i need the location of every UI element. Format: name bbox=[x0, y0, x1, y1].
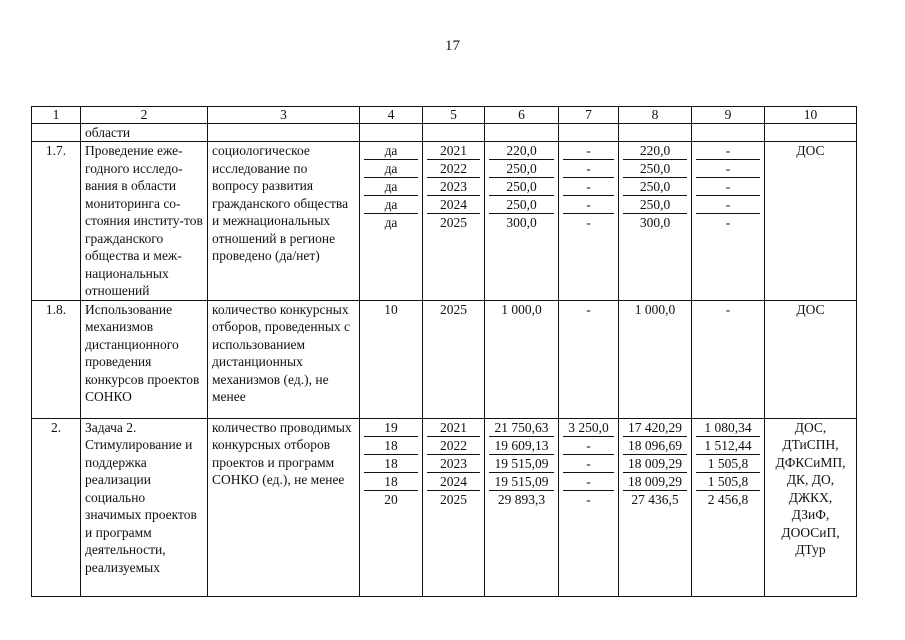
header-cell: 10 bbox=[765, 107, 857, 124]
col7-values: - - - - - bbox=[559, 142, 619, 301]
header-cell: 7 bbox=[559, 107, 619, 124]
continuation-text: области bbox=[81, 124, 208, 142]
col9-values: - - - - - bbox=[692, 142, 765, 301]
col9-values: 1 080,34 1 512,44 1 505,8 1 505,8 2 456,8 bbox=[692, 418, 765, 596]
header-cell: 3 bbox=[208, 107, 360, 124]
header-cell: 6 bbox=[485, 107, 559, 124]
col4-values: 10 bbox=[360, 300, 423, 418]
col4-values: 19 18 18 18 20 bbox=[360, 418, 423, 596]
row-number: 1.7. bbox=[32, 142, 81, 301]
activity-name: Проведение еже-годного исследо-вания в области мониторинга со-стояния институ-тов гражданского общества и меж-национальных отношений bbox=[81, 142, 208, 301]
table-row bbox=[32, 300, 857, 418]
page-number: 17 bbox=[445, 38, 460, 54]
year-values: 2021 2022 2023 2024 2025 bbox=[423, 418, 485, 596]
executor: ДОС, ДТиСПН, ДФКСиМП, ДК, ДО, ДЖКХ, ДЗиФ, ДООСиП, ДТур bbox=[765, 418, 857, 596]
executor: ДОС bbox=[765, 142, 857, 301]
col7-values: - bbox=[559, 300, 619, 418]
header-row bbox=[32, 107, 857, 124]
col8-values: 220,0 250,0 250,0 250,0 300,0 bbox=[619, 142, 692, 301]
year-values: 2025 bbox=[423, 300, 485, 418]
indicator-text: социологическое исследование по вопросу развития гражданского общества и межнациональных отношений в регионе проведено (да/нет) bbox=[208, 142, 360, 301]
year-values: 2021 2022 2023 2024 2025 bbox=[423, 142, 485, 301]
header-cell: 1 bbox=[32, 107, 81, 124]
total-values: 1 000,0 bbox=[485, 300, 559, 418]
indicator-text: количество конкурсных отборов, проведенных с использованием дистанционных механизмов (ед.), не менее bbox=[208, 300, 360, 418]
col4-values: да да да да да bbox=[360, 142, 423, 301]
table-row bbox=[32, 418, 857, 596]
table-row bbox=[32, 142, 857, 301]
header-cell: 8 bbox=[619, 107, 692, 124]
header-cell: 5 bbox=[423, 107, 485, 124]
executor: ДОС bbox=[765, 300, 857, 418]
row-number: 1.8. bbox=[32, 300, 81, 418]
total-values: 21 750,63 19 609,13 19 515,09 19 515,09 29 893,3 bbox=[485, 418, 559, 596]
col9-values: - bbox=[692, 300, 765, 418]
col8-values: 1 000,0 bbox=[619, 300, 692, 418]
continuation-row bbox=[32, 124, 857, 142]
header-cell: 2 bbox=[81, 107, 208, 124]
header-cell: 4 bbox=[360, 107, 423, 124]
col8-values: 17 420,29 18 096,69 18 009,29 18 009,29 27 436,5 bbox=[619, 418, 692, 596]
col7-values: 3 250,0 - - - - bbox=[559, 418, 619, 596]
indicator-text: количество проводимых конкурсных отборов проектов и программ СОНКО (ед.), не менее bbox=[208, 418, 360, 596]
activity-name: Задача 2. Стимулирование и поддержка реализации социально значимых проектов и программ деятельности, реализуемых bbox=[81, 418, 208, 596]
program-table bbox=[31, 106, 857, 597]
activity-name: Использование механизмов дистанционного проведения конкурсов проектов СОНКО bbox=[81, 300, 208, 418]
total-values: 220,0 250,0 250,0 250,0 300,0 bbox=[485, 142, 559, 301]
header-cell: 9 bbox=[692, 107, 765, 124]
row-number: 2. bbox=[32, 418, 81, 596]
